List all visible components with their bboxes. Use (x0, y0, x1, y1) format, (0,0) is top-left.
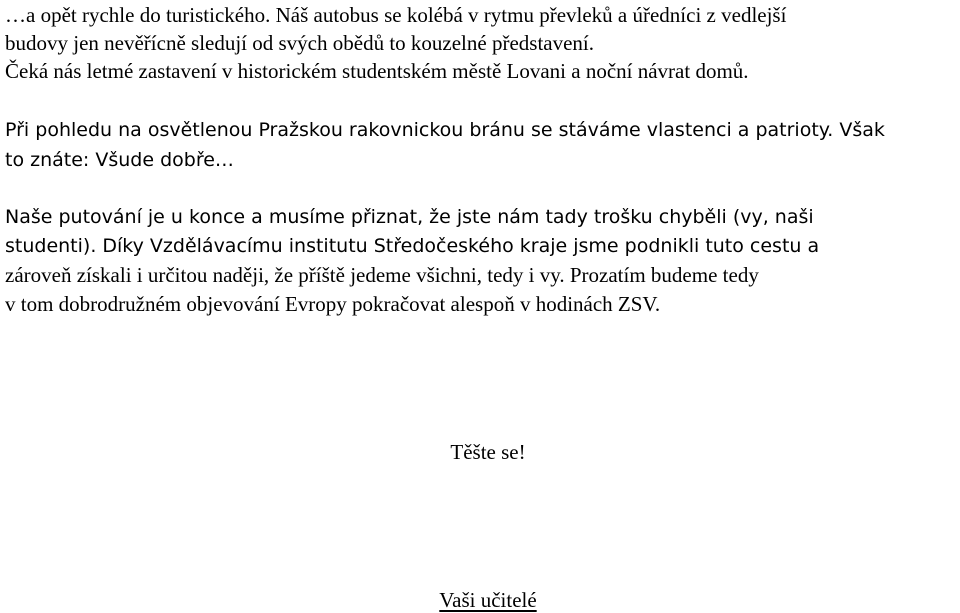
text-line: studenti). Díky Vzdělávacímu institutu Středočeského kraje jsme podnikli tuto cestu a (5, 235, 820, 257)
text-line: Při pohledu na osvětlenou Pražskou rakovnickou bránu se stáváme vlastenci a patrioty. Však (5, 119, 885, 141)
signature: Vaši učitelé (439, 588, 537, 612)
text-line: …a opět rychle do turistického. Náš autobus se kolébá v rytmu převleků a úředníci z vedlejší (5, 3, 787, 27)
text-line: budovy jen nevěřícně sledují od svých obědů to kouzelné představení. (5, 31, 595, 55)
text-line: Čeká nás letmé zastavení v historickém studentském městě Lovani a noční návrat domů. (5, 59, 749, 83)
text-line: Naše putování je u konce a musíme přiznat, že jste nám tady trošku chyběli (vy, naši (5, 206, 814, 228)
text-line: zároveň získali i určitou naději, že příště jedeme všichni, tedy i vy. Prozatím budeme tedy (5, 263, 759, 287)
text-line: to znáte: Všude dobře… (5, 149, 234, 171)
closing-greeting: Těšte se! (450, 440, 526, 464)
text-line: v tom dobrodružném objevování Evropy pokračovat alespoň v hodinách ZSV. (5, 292, 661, 316)
